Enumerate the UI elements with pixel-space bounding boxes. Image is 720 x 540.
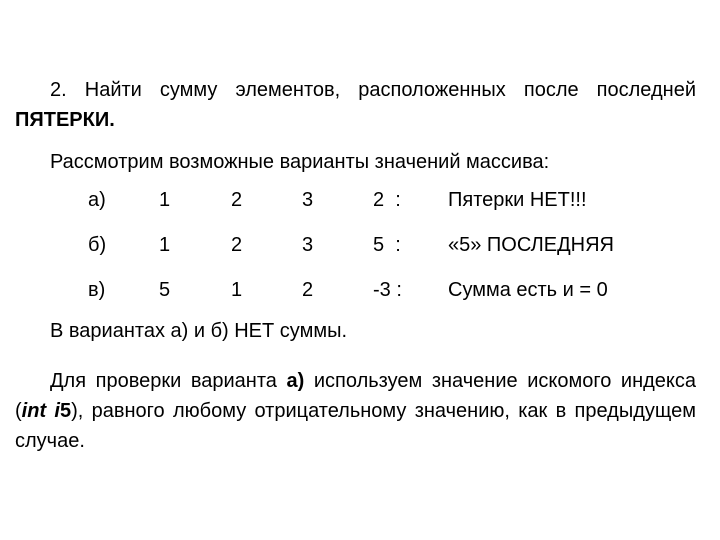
check-bold-variant: а) [286, 370, 305, 392]
variant-label: а) [88, 189, 106, 211]
task-statement [15, 75, 696, 135]
task-bold-word: ПЯТЕРКИ. [15, 109, 115, 131]
check-text-1: Для проверки варианта [50, 370, 287, 392]
variant-note: Сумма есть и = 0 [448, 279, 608, 301]
check-paragraph [15, 366, 696, 456]
check-text-2: используем значение искомого индекса ( [15, 370, 697, 422]
variant-value: 5 [159, 279, 171, 301]
variant-label: б) [88, 234, 107, 256]
variant-value: 1 [159, 234, 171, 256]
check-index-name [22, 400, 71, 422]
variant-value: 5 : [373, 234, 401, 256]
variant-value: 2 [231, 234, 243, 256]
variant-note: «5» ПОСЛЕДНЯЯ [448, 234, 614, 256]
variant-value: 2 [231, 189, 243, 211]
variant-value: 3 [302, 234, 314, 256]
variant-value: 1 [231, 279, 243, 301]
variant-value: 1 [159, 189, 171, 211]
check-index-italic: int i [21, 400, 60, 422]
variant-label: в) [88, 279, 106, 301]
variant-value: 2 : [373, 189, 401, 211]
variant-value: 3 [302, 189, 314, 211]
conclusion-text: В вариантах а) и б) НЕТ суммы. [50, 320, 348, 342]
check-index-digit: 5 [59, 400, 72, 422]
variant-value: 2 [302, 279, 314, 301]
task-text: 2. Найти сумму элементов, расположенных после последней [50, 79, 696, 101]
variants-intro: Рассмотрим возможные варианты значений массива: [50, 151, 550, 173]
variant-note: Пятерки НЕТ!!! [448, 189, 587, 211]
variant-value: -3 : [373, 279, 402, 301]
check-text-3: ), равного любому отрицательному значению, как в предыдущем случае. [15, 400, 697, 452]
